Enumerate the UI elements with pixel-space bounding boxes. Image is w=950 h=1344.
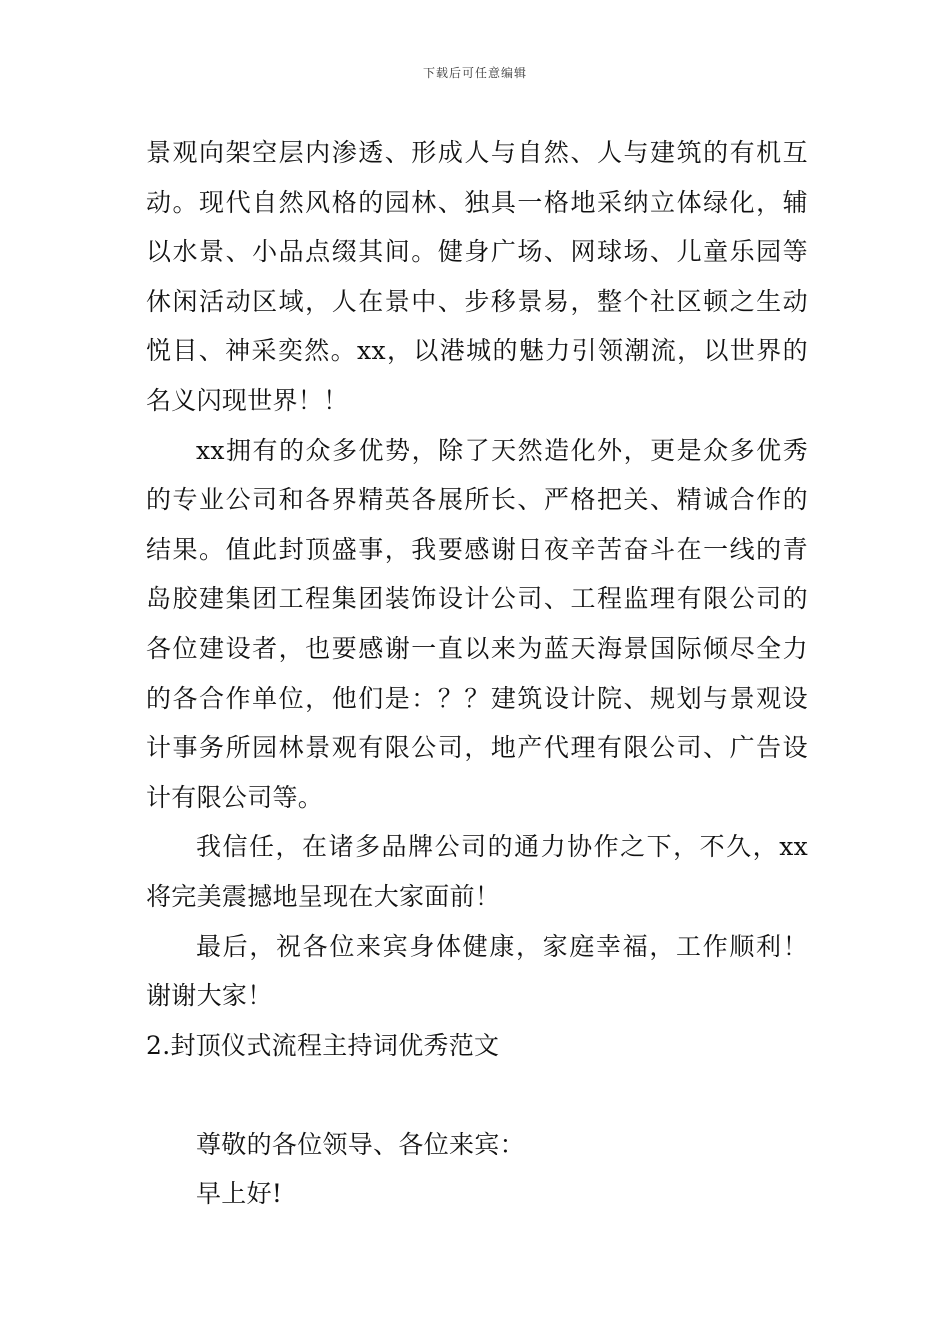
page-header: 下载后可任意编辑 <box>422 66 527 80</box>
body-line: 的专业公司和各界精英各展所长、严格把关、精诚合作的 <box>146 485 808 515</box>
body-line: 名义闪现世界！！ <box>146 385 349 415</box>
paragraph-first-line: 最后，祝各位来宾身体健康，家庭幸福，工作顺利！ <box>196 931 808 961</box>
body-line: 计有限公司等。 <box>146 782 324 812</box>
blank-line <box>146 1070 808 1120</box>
paragraph-first-line: 我信任，在诸多品牌公司的通力协作之下，不久，xx <box>196 832 808 862</box>
body-line: 计事务所园林景观有限公司，地产代理有限公司、广告设 <box>146 733 808 763</box>
salutation: 尊敬的各位领导、各位来宾： <box>196 1129 525 1159</box>
body-line: 的各合作单位，他们是：？？建筑设计院、规划与景观设 <box>146 683 808 713</box>
body-line: 将完美震撼地呈现在大家面前！ <box>146 881 501 911</box>
body-line: 休闲活动区域，人在景中、步移景易，整个社区顿之生动 <box>146 286 808 316</box>
body-line: 悦目、神采奕然。xx，以港城的魅力引领潮流，以世界的 <box>146 336 808 366</box>
body-line: 以水景、小品点缀其间。健身广场、网球场、儿童乐园等 <box>146 237 808 267</box>
body-line: 动。现代自然风格的园林、独具一格地采纳立体绿化，辅 <box>146 187 808 217</box>
document-body <box>146 128 808 1219</box>
greeting: 早上好! <box>196 1179 283 1209</box>
body-line: 景观向架空层内渗透、形成人与自然、人与建筑的有机互 <box>146 138 808 167</box>
body-line: 各位建设者，也要感谢一直以来为蓝天海景国际倾尽全力 <box>146 633 808 663</box>
body-line: 谢谢大家！ <box>146 981 273 1011</box>
paragraph-first-line: xx拥有的众多优势，除了天然造化外，更是众多优秀 <box>196 435 808 465</box>
section-heading: 2.封顶仪式流程主持词优秀范文 <box>146 1030 500 1060</box>
body-line: 结果。值此封顶盛事，我要感谢日夜辛苦奋斗在一线的青 <box>146 534 808 564</box>
body-line: 岛胶建集团工程集团装饰设计公司、工程监理有限公司的 <box>146 584 808 614</box>
